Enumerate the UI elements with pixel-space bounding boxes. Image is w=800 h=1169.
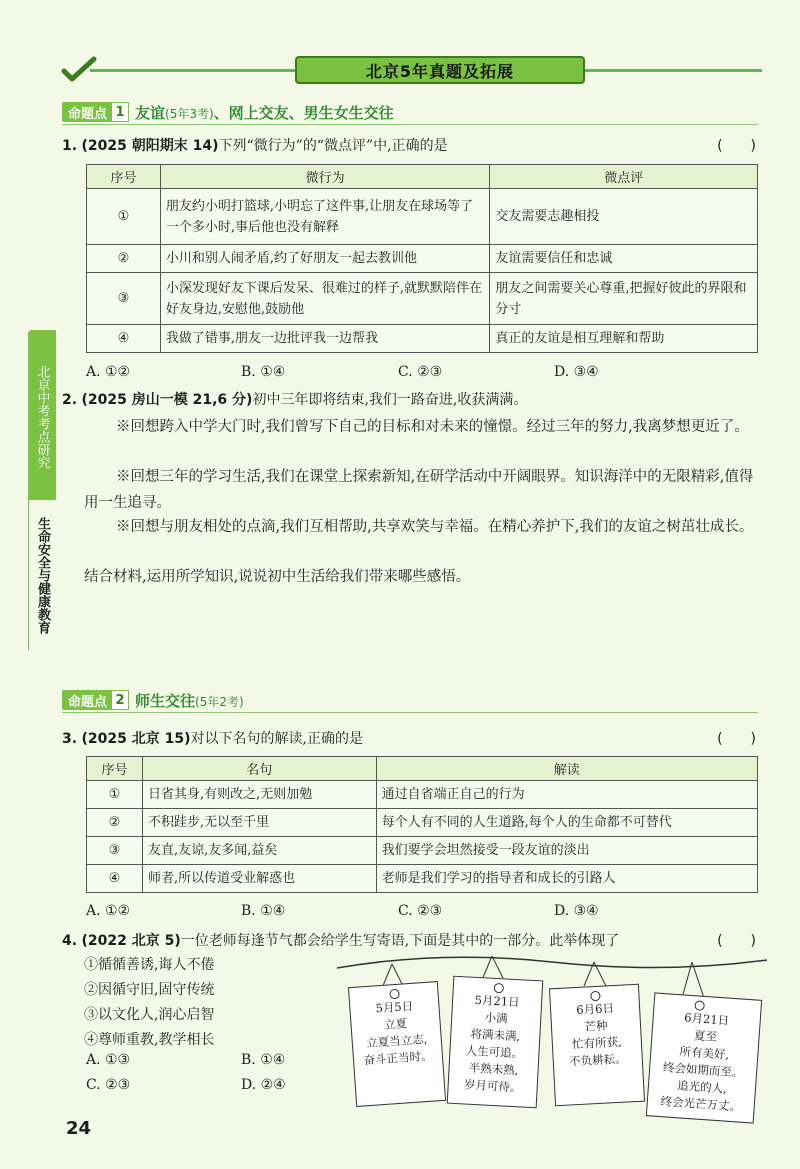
list-item: ②因循守旧,固守传统 bbox=[84, 982, 215, 998]
material-paragraph-1: ※回想跨入中学大门时,我们曾写下自己的目标和对未来的憧憬。经过三年的努力,我离梦想更近了。 bbox=[116, 419, 749, 435]
tag-card: 5月5日 立夏 立夏当立志, 奋斗正当时。 bbox=[348, 981, 446, 1107]
option-c[interactable]: C. ②③ bbox=[398, 903, 443, 919]
question-2-stem: 2. (2025 房山一模 21,6 分)初中三年即将结束,我们一路奋进,收获满满。 bbox=[62, 392, 528, 408]
option-d[interactable]: D. ③④ bbox=[554, 364, 599, 380]
option-c[interactable]: C. ②③ bbox=[398, 364, 443, 380]
section-1-label bbox=[62, 101, 394, 123]
table-row: ③ 小深发现好友下课后发呆、很难过的样子,就默默陪伴在好友身边,安慰他,鼓励他 朋友之间需要关心尊重,把握好彼此的界限和分寸 bbox=[87, 273, 758, 325]
section-tag: 命题点 bbox=[62, 690, 111, 710]
option-a[interactable]: A. ①② bbox=[86, 364, 131, 380]
option-a[interactable]: A. ①③ bbox=[86, 1052, 131, 1068]
section-number: 1 bbox=[111, 102, 129, 122]
material-paragraph-3: ※回想与朋友相处的点滴,我们互相帮助,共享欢笑与幸福。在精心养护下,我们的友谊之树茁壮成长。 bbox=[116, 519, 754, 535]
section-divider bbox=[62, 712, 758, 713]
option-b[interactable]: B. ①④ bbox=[241, 364, 286, 380]
table-header: 微点评 bbox=[490, 165, 758, 189]
table-row: ① 朋友约小明打篮球,小明忘了这件事,让朋友在球场等了一个多小时,事后他也没有解释 交友需要志趣相投 bbox=[87, 189, 758, 245]
question-1-stem: 1. (2025 朝阳期末 14)下列“微行为”的“微点评”中,正确的是 bbox=[62, 138, 448, 154]
question-3-table bbox=[86, 756, 758, 893]
option-a[interactable]: A. ①② bbox=[86, 903, 131, 919]
question-4-stem: 4. (2022 北京 5)一位老师每逢节气都会给学生写寄语,下面是其中的一部分。此举体现了 bbox=[62, 933, 620, 949]
section-divider bbox=[62, 124, 758, 125]
option-d[interactable]: D. ③④ bbox=[554, 903, 599, 919]
question-3-stem: 3. (2025 北京 15)对以下名句的解读,正确的是 bbox=[62, 731, 363, 747]
side-tab-top: 北京中考考点研究 bbox=[28, 330, 56, 500]
table-row: ① 日省其身,有则改之,无则加勉 通过自省端正自己的行为 bbox=[87, 781, 758, 809]
tag-card: 6月6日 芒种 忙有所获, 不负耕耘。 bbox=[549, 984, 645, 1107]
side-tab bbox=[28, 330, 62, 650]
section-tag: 命题点 bbox=[62, 102, 111, 122]
question-1-table bbox=[86, 164, 758, 353]
checkmark-icon bbox=[60, 55, 100, 85]
page-number: 24 bbox=[66, 1118, 92, 1139]
table-row: ② 不积跬步,无以至千里 每个人有不同的人生道路,每个人的生命都不可替代 bbox=[87, 809, 758, 837]
section-number: 2 bbox=[111, 690, 129, 710]
option-b[interactable]: B. ①④ bbox=[241, 1052, 286, 1068]
table-header: 序号 bbox=[87, 165, 161, 189]
section-title: 师生交往(5年2考) bbox=[135, 691, 244, 710]
answer-paren: ( ) bbox=[717, 933, 756, 949]
section-title: 友谊(5年3考)、网上交友、男生女生交往 bbox=[135, 103, 394, 122]
list-item: ④尊师重教,教学相长 bbox=[84, 1032, 215, 1048]
table-row: ② 小川和别人闹矛盾,约了好朋友一起去教训他 友谊需要信任和忠诚 bbox=[87, 245, 758, 273]
material-paragraph-2: ※回想三年的学习生活,我们在课堂上探索新知,在研学活动中开阔眼界。知识海洋中的无限精彩,值得用一生追寻。 bbox=[84, 469, 754, 511]
table-header: 微行为 bbox=[160, 165, 489, 189]
list-item: ③以文化人,润心启智 bbox=[84, 1007, 215, 1023]
header-title: 北京5年真题及拓展 bbox=[295, 56, 585, 84]
page-header bbox=[60, 55, 760, 85]
section-2-label bbox=[62, 689, 244, 711]
option-c[interactable]: C. ②③ bbox=[86, 1077, 131, 1093]
option-b[interactable]: B. ①④ bbox=[241, 903, 286, 919]
table-row: ③ 友直,友谅,友多闻,益矣 我们要学会坦然接受一段友谊的淡出 bbox=[87, 837, 758, 865]
answer-paren: ( ) bbox=[717, 731, 756, 747]
answer-paren: ( ) bbox=[717, 138, 756, 154]
option-d[interactable]: D. ②④ bbox=[241, 1077, 286, 1093]
table-header: 序号 bbox=[87, 757, 143, 781]
table-header: 解读 bbox=[376, 757, 757, 781]
table-row: ④ 我做了错事,朋友一边批评我一边帮我 真正的友谊是相互理解和帮助 bbox=[87, 325, 758, 353]
tag-card: 6月21日 夏至 所有美好, 终会如期而至。 追光的人, 终会光芒万丈。 bbox=[646, 992, 762, 1123]
table-row: ④ 师者,所以传道受业解惑也 老师是我们学习的指导者和成长的引路人 bbox=[87, 865, 758, 893]
list-item: ①循循善诱,诲人不倦 bbox=[84, 957, 215, 973]
question-2-ask: 结合材料,运用所学知识,说说初中生活给我们带来哪些感悟。 bbox=[84, 569, 471, 585]
side-tab-bottom: 生命安全与健康教育 bbox=[28, 500, 56, 650]
table-header: 名句 bbox=[142, 757, 376, 781]
tag-card: 5月21日 小满 将满未满, 人生可追。 半熟未熟, 岁月可待。 bbox=[447, 976, 544, 1109]
question-4-items bbox=[84, 953, 214, 1053]
solar-term-tags-illustration bbox=[332, 940, 772, 1125]
